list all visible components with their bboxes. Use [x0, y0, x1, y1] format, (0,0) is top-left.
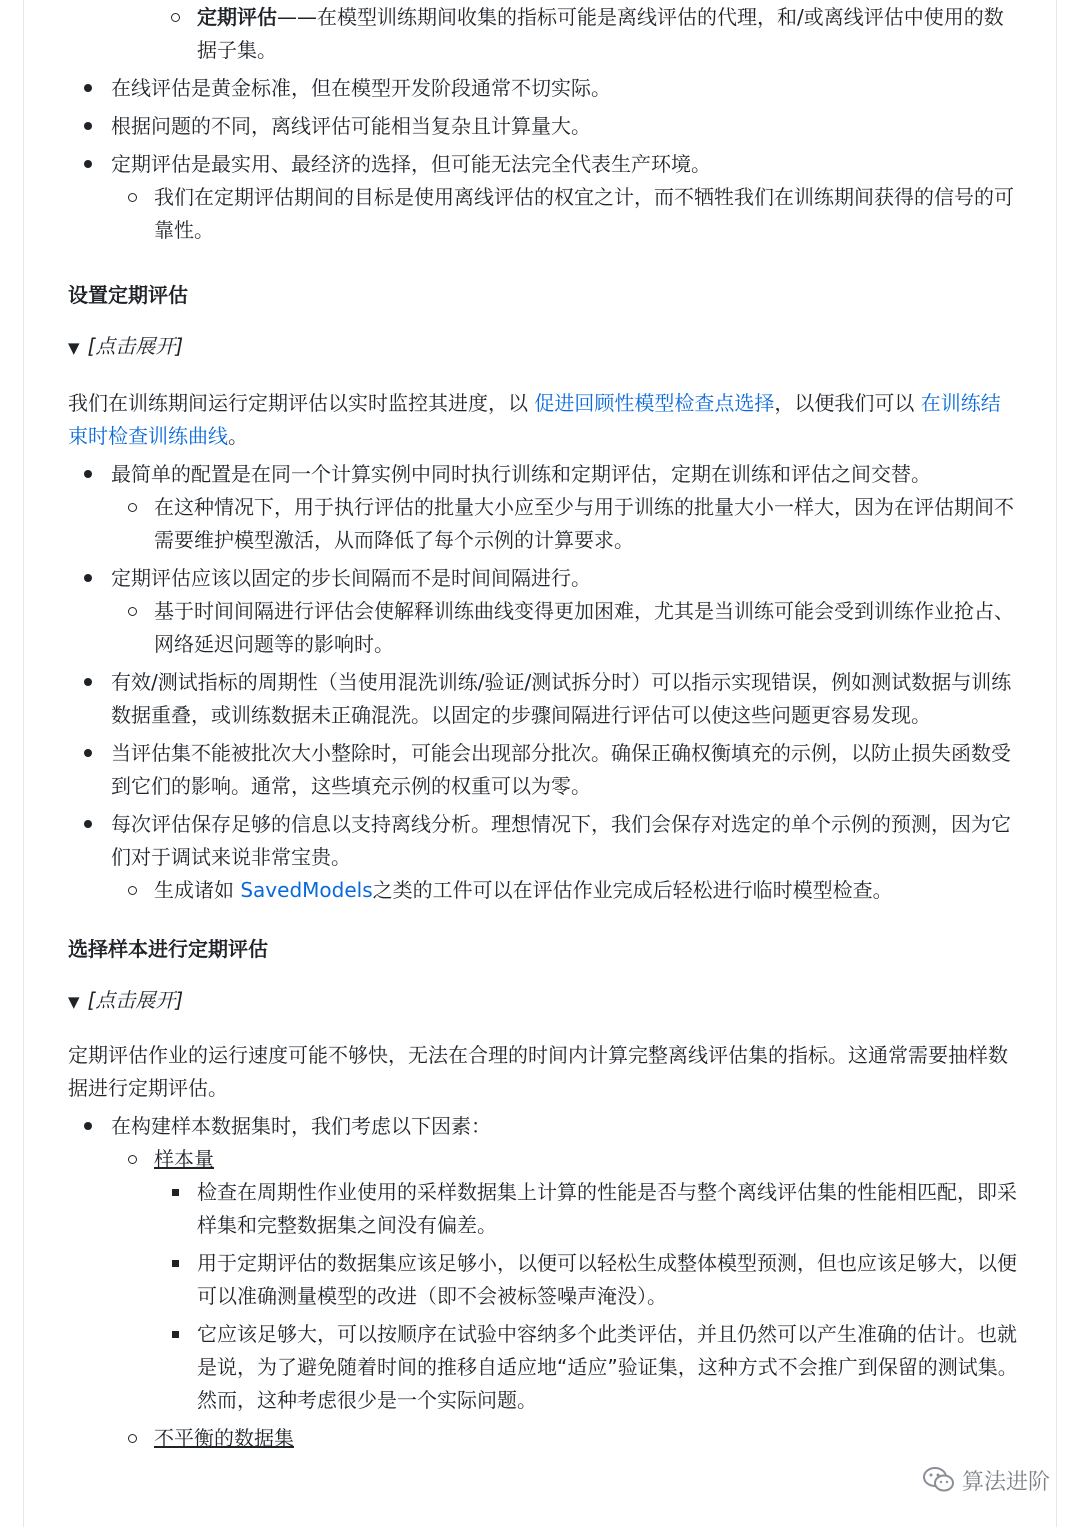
sub-list-item-sample-size: 样本量 检查在周期性作业使用的采样数据集上计算的性能是否与整个离线评估集的性能相匹配，即采样集和完整数据集之间没有偏差。 用于定期评估的数据集应该足够小，以便可以轻松生成整体模型预测，但也应该足够大，以便可以准确测量模型的改进（即不会被标签噪声淹没）。 它应该足够大，可以按顺序在试验中容纳多个此类评估，并且仍然可以产生准确的估计。也就是说，为了避免随着时间的推移自适应地“适应”验证集，这种方式不会推广到保留的测试集。然而，这种考虑很少是一个实际问题。 [111, 1143, 1018, 1417]
list-item: 我们在训练期间运行定期评估以实时监控其进度，以 促进回顾性模型检查点选择，以便我们可以 在训练结束时检查训练曲线。 [68, 391, 1001, 448]
list-item: 每次评估保存足够的信息以支持离线分析。理想情况下，我们会保存对选定的单个示例的预测，因为它们对于调试来说非常宝贵。 生成诸如 SavedModels之类的工件可以在评估作业完成后轻松进行临时模型检查。 [68, 808, 1018, 907]
list-item: 它应该足够大，可以按顺序在试验中容纳多个此类评估，并且仍然可以产生准确的估计。也就是说，为了避免随着时间的推移自适应地“适应”验证集，这种方式不会推广到保留的测试集。然而，这种考虑很少是一个实际问题。 [154, 1318, 1018, 1417]
list-item: 检查在周期性作业使用的采样数据集上计算的性能是否与整个离线评估集的性能相匹配，即采样集和完整数据集之间没有偏差。 [154, 1176, 1018, 1242]
list-item: 在构建样本数据集时，我们考虑以下因素： 样本量 检查在周期性作业使用的采样数据集上计算的性能是否与整个离线评估集的性能相匹配，即采样集和完整数据集之间没有偏差。 用于定期评估的数据集应该足够小，以便可以轻松生成整体模型预测，但也应该足够大，以便可以准确测量模型的改进（即不会被标签噪声淹没）。 它应该足够大，可以按顺序在试验中容纳多个此类评估，并且仍然可以产生准确的估计。也就是说，为了避免随着时间的推移自适应地“适应”验证集，这种方式不会推广到保留的测试集。然而，这种考虑很少是一个实际问题。 不平衡的数据集 [68, 1110, 1018, 1455]
sampling-list [68, 1039, 1018, 1455]
triangle-down-icon: ▼ [68, 993, 80, 1011]
top-list [68, 1, 1018, 247]
setup-list [68, 387, 1018, 907]
watermark-text: 算法进阶 [961, 1469, 1050, 1495]
list-item: 根据问题的不同，离线评估可能相当复杂且计算量大。 [68, 110, 1018, 143]
expand-toggle[interactable]: ▼ [点击展开] [68, 334, 184, 358]
list-item: 当评估集不能被批次大小整除时，可能会出现部分批次。确保正确权衡填充的示例，以防止损失函数受到它们的影响。通常，这些填充示例的权重可以为零。 [68, 737, 1018, 803]
list-item: 最简单的配置是在同一个计算实例中同时执行训练和定期评估，定期在训练和评估之间交替。 在这种情况下，用于执行评估的批量大小应至少与用于训练的批量大小一样大，因为在评估期间不需要维护模型激活，从而降低了每个示例的计算要求。 [68, 458, 1018, 557]
sub-list-item: 定期评估——在模型训练期间收集的指标可能是离线评估的代理，和/或离线评估中使用的数据子集。 [111, 1, 1018, 67]
list-item: 用于定期评估的数据集应该足够小，以便可以轻松生成整体模型预测，但也应该足够大，以便可以准确测量模型的改进（即不会被标签噪声淹没）。 [154, 1247, 1018, 1313]
list-item: 定期评估是最实用、最经济的选择，但可能无法完全代表生产环境。 我们在定期评估期间的目标是使用离线评估的权宜之计，而不牺牲我们在训练期间获得的信号的可靠性。 [68, 148, 1018, 247]
sub-list-item: 我们在定期评估期间的目标是使用离线评估的权宜之计，而不牺牲我们在训练期间获得的信号的可靠性。 [111, 181, 1018, 247]
expand-toggle[interactable]: ▼ [点击展开] [68, 988, 184, 1012]
savedmodels-link[interactable]: SavedModels [240, 878, 373, 902]
list-item: 在线评估是黄金标准，但在模型开发阶段通常不切实际。 [68, 72, 1018, 105]
section-title-sampling: 选择样本进行定期评估 [68, 937, 268, 961]
list-item-continuation [68, 1, 1018, 67]
checkpoint-selection-link[interactable]: 促进回顾性模型检查点选择 [534, 391, 775, 415]
training-curves-link[interactable]: 在训练结束时检查训练曲线 [68, 391, 1001, 448]
term-bold: 定期评估 [197, 5, 277, 29]
sub-list-item: 基于时间间隔进行评估会使解释训练曲线变得更加困难，尤其是当训练可能会受到训练作业抢占、网络延迟问题等的影响时。 [111, 595, 1018, 661]
document-page [23, 0, 1057, 1527]
list-item: 定期评估应该以固定的步长间隔而不是时间间隔进行。 基于时间间隔进行评估会使解释训练曲线变得更加困难，尤其是当训练可能会受到训练作业抢占、网络延迟问题等的影响时。 [68, 562, 1018, 661]
sample-size-list [154, 1176, 1018, 1417]
watermark [922, 1458, 1050, 1502]
sub-list-item-imbalanced: 不平衡的数据集 [111, 1422, 1018, 1455]
list-item: 有效/测试指标的周期性（当使用混洗训练/验证/测试拆分时）可以指示实现错误，例如测试数据与训练数据重叠，或训练数据未正确混洗。以固定的步骤间隔进行评估可以使这些问题更容易发现。 [68, 666, 1018, 732]
sub-list-item: 生成诸如 SavedModels之类的工件可以在评估作业完成后轻松进行临时模型检查。 [111, 874, 1018, 907]
triangle-down-icon: ▼ [68, 339, 80, 357]
sub-list-item: 在这种情况下，用于执行评估的批量大小应至少与用于训练的批量大小一样大，因为在评估期间不需要维护模型激活，从而降低了每个示例的计算要求。 [111, 491, 1018, 557]
document-content [68, 0, 1018, 1460]
section-title-setup: 设置定期评估 [68, 283, 188, 307]
list-item: 定期评估作业的运行速度可能不够快，无法在合理的时间内计算完整离线评估集的指标。这通常需要抽样数据进行定期评估。 [68, 1043, 1008, 1100]
wechat-icon [922, 1465, 956, 1495]
